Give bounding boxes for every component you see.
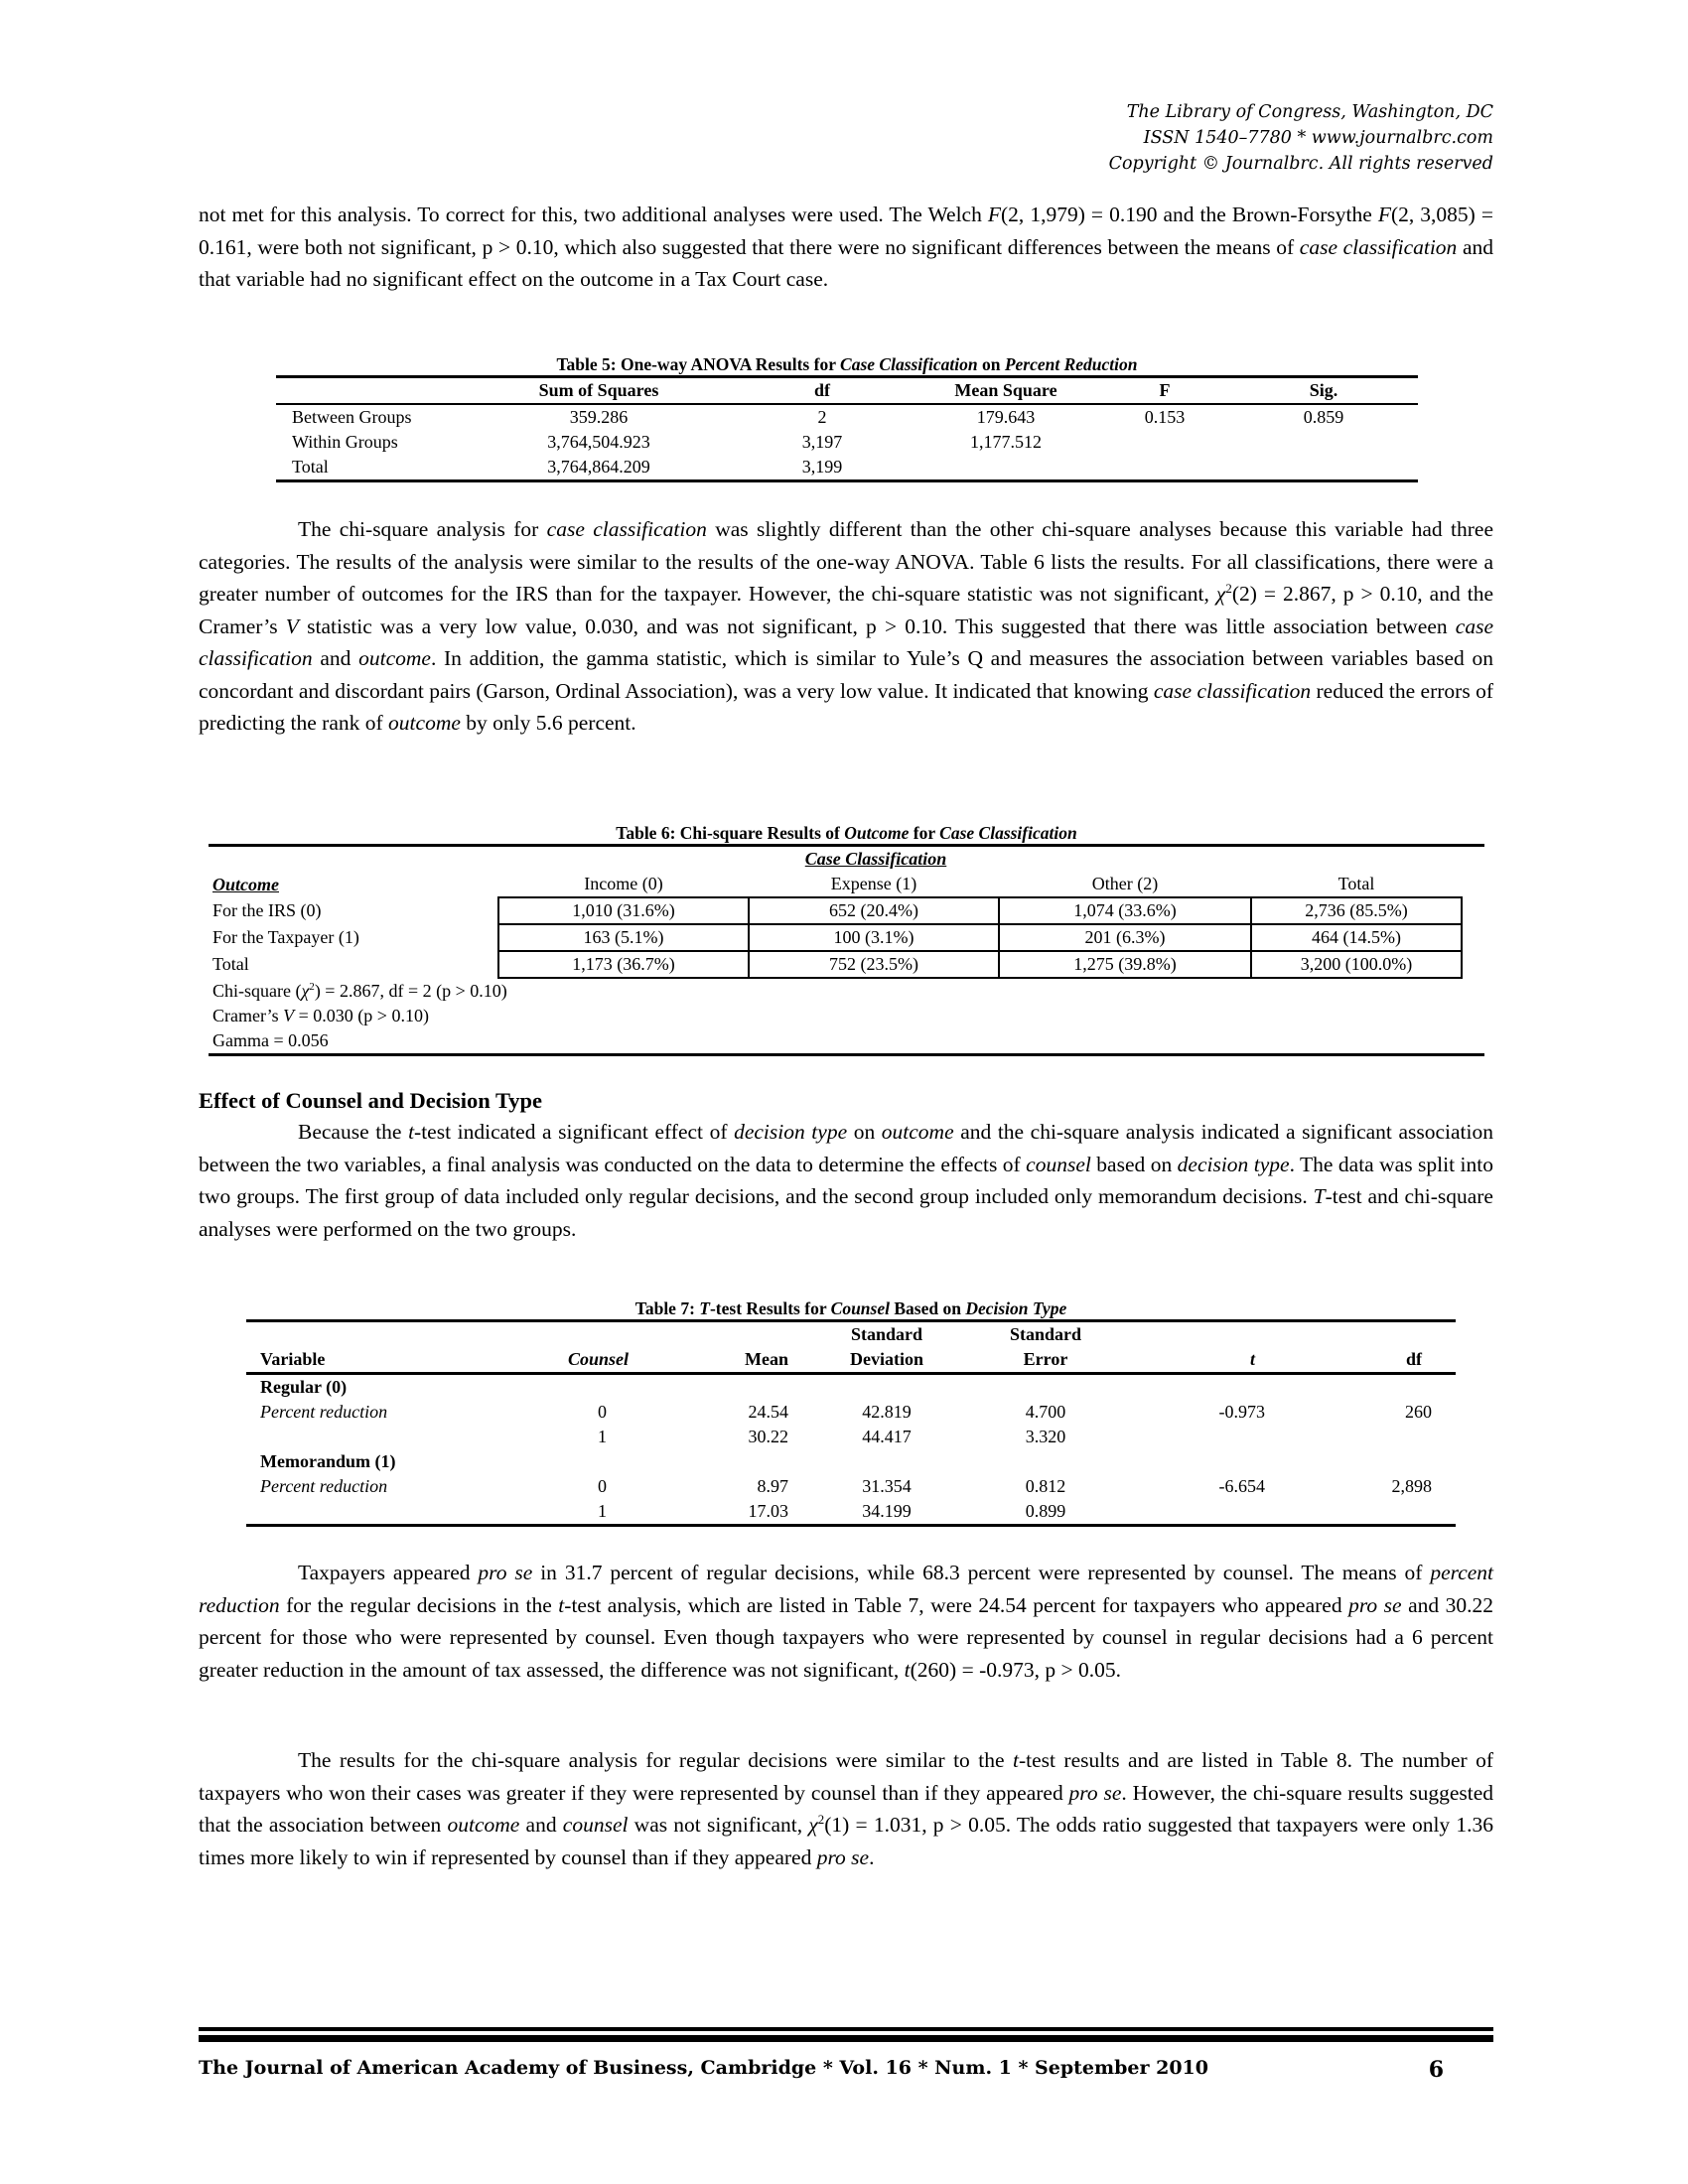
column-header-row [209,872,1484,897]
cell: 1,010 (31.6%) [498,897,749,924]
text: for [909,823,940,843]
cell: 0 [598,1402,607,1422]
cell [1229,455,1418,481]
cell [1229,430,1418,455]
text: F [1377,203,1391,226]
text: percent reduction [199,1561,1494,1617]
text: and 30.22 percent for those who were represented by counsel. Even though taxpayers who were represented by counsel in regular decisions had a 6 percent greater reduction in the amount of tax assessed, the difference was not significant, [199,1592,1494,1682]
column-header: Variable [260,1349,326,1369]
text: Case Classification [840,354,978,374]
cell: 0 [598,1476,607,1496]
cell: 201 (6.3%) [999,924,1251,951]
text: -test and chi-square analyses were performed on the two groups. [199,1184,1493,1241]
table-5-caption [276,353,1418,375]
text: (260) = -0.973, p > 0.05. [910,1657,1121,1682]
text: V [285,614,299,638]
text: Decision Type [965,1298,1067,1318]
chi-symbol: χ [808,1813,818,1837]
text: Based on [889,1298,966,1318]
text: The results for the chi-square analysis for regular decisions were similar to the [298,1748,1013,1772]
running-header [1109,99,1493,177]
text: and [312,646,359,670]
text: (2, 3,085) = 0.161, were both not significant, p > 0.10, which also suggested that there were no significant differences between the means of [199,203,1493,259]
cell: 0.859 [1303,407,1344,427]
cell: 1 [598,1501,607,1521]
column-header: F [1159,380,1171,400]
text: (2) = 2.867, p > 0.10, and the Cramer’s [199,582,1493,638]
text: (1) = 1.031, p > 0.05. The odds ratio suggested that taxpayers were only 1.36 times more likely to win if represented by counsel than if they appeared [199,1813,1493,1869]
cell: 0.153 [1144,407,1186,427]
text: based on [1090,1152,1178,1176]
text: t [558,1592,565,1617]
table-header-row [246,1321,1456,1374]
text: statistic was a very low value, 0.030, and was not significant, p > 0.10. This suggested that there was little association between [298,614,1456,638]
text: Table 7: [634,1298,700,1318]
text: . [869,1844,875,1869]
group-header-row [209,846,1484,873]
text: Because the [298,1120,409,1144]
table-row [209,897,1484,924]
table-row [246,1474,1456,1499]
cell: 3,197 [801,432,843,452]
text: Chi-square ( [212,981,302,1001]
column-header: Other (2) [1091,874,1159,893]
section-counsel-decision-type [199,1086,1493,1245]
text: Outcome [844,823,910,843]
text: not met for this analysis. To correct for this, two additional analyses were used. The Welch [199,203,988,226]
text: -test indicated a significant effect of [414,1120,735,1144]
cell: 4.700 [1025,1402,1066,1422]
text: outcome [881,1120,954,1144]
cell: 2 [817,407,827,427]
cell: 3,764,504.923 [547,432,650,452]
cell: 652 (20.4%) [749,897,999,924]
text: pro se [1348,1592,1402,1617]
note-gamma: Gamma = 0.056 [212,1030,329,1050]
text: T [699,1298,710,1318]
text: counsel [1026,1152,1091,1176]
text: V [283,1006,295,1025]
anova-table [276,375,1418,482]
column-header: df [813,380,830,400]
paragraph-4 [199,1557,1493,1686]
table-row [276,404,1418,430]
t-test-table [246,1319,1456,1527]
text: outcome [447,1813,520,1837]
text: t [408,1120,415,1144]
text: = 0.030 (p > 0.10) [294,1006,429,1025]
cell: 100 (3.1%) [749,924,999,951]
cell: -6.654 [1218,1476,1265,1496]
paragraph-1 [199,199,1493,296]
table-7 [246,1297,1456,1527]
table-row [276,455,1418,481]
table-7-caption [246,1297,1456,1319]
cell: 464 (14.5%) [1251,924,1462,951]
cell: 2,736 (85.5%) [1251,897,1462,924]
text: reduced the errors of predicting the rank of [199,678,1493,735]
cell: 752 (23.5%) [749,951,999,978]
row-label: Total [212,954,249,974]
superscript: 2 [817,1812,825,1827]
running-footer [199,2057,1493,2083]
cell: 3,764,864.209 [547,457,650,477]
table-header-row [276,377,1418,405]
footer-journal-info: The Journal of American Academy of Business, Cambridge * Vol. 16 * Num. 1 * September 2010 [199,2057,1209,2079]
cell: 2,898 [1391,1476,1432,1496]
text: counsel [562,1813,629,1837]
group-label: Memorandum (1) [260,1451,396,1471]
text: case classification [199,614,1493,670]
column-header [961,1321,1130,1374]
cell: 30.22 [748,1427,788,1446]
footer-rule [199,2035,1493,2042]
text: pro se [816,1844,870,1869]
row-label: For the IRS (0) [212,900,322,920]
text: Cramer’s [212,1006,284,1025]
table-note-row [209,1004,1484,1028]
group-row [246,1449,1456,1474]
text: was slightly different than the other chi-square analyses because this variable had three categories. The results of the analysis were similar to the results of the one-way ANOVA. Table 6 lists the results. For all classifications, there were a greater number of outcomes for the IRS than for the taxpayer. However, the chi-square statistic was not significant, [199,517,1493,606]
cell: 179.643 [976,407,1036,427]
row-label: Total [292,457,329,477]
table-note-row [209,1028,1484,1055]
cell [1130,1425,1279,1449]
column-header: Income (0) [584,874,663,893]
text: pro se [478,1561,533,1584]
cell: 3,199 [801,457,843,477]
table-row [246,1425,1456,1449]
text: F [987,203,1002,226]
table-row [246,1400,1456,1425]
column-header: Counsel [568,1349,630,1369]
column-header: Mean Square [954,380,1057,400]
header-line-1: The Library of Congress, Washington, DC [1126,102,1493,122]
cell: 34.199 [862,1501,912,1521]
cell: 17.03 [748,1501,788,1521]
cell: 24.54 [748,1402,788,1422]
cell: 42.819 [862,1402,912,1422]
cell: 0.899 [1025,1501,1066,1521]
note-chi-square [209,978,1484,1004]
variable-label: Percent reduction [260,1402,388,1422]
table-5 [276,353,1418,482]
page-number: 6 [1428,2057,1444,2083]
text: and the chi-square analysis indicated a significant association between the two variables, a final analysis was conducted on the data to determine the effects of [199,1120,1493,1176]
text: by only 5.6 percent. [460,711,636,735]
chi-symbol: χ [301,981,310,1001]
table-row [209,951,1484,978]
cell [1279,1499,1456,1526]
group-row [246,1374,1456,1401]
text: Case Classification [939,823,1077,843]
column-header [276,377,465,405]
cell [1279,1425,1456,1449]
cell: 1,074 (33.6%) [999,897,1251,924]
text: and [519,1813,563,1837]
cell [1130,1499,1279,1526]
table-6 [209,822,1484,1056]
cell: 163 (5.1%) [498,924,749,951]
column-header: df [1405,1349,1422,1369]
chi-symbol: χ [1215,582,1226,606]
cell [912,455,1100,481]
paragraph-5 [199,1744,1493,1873]
text: and that variable had no significant effect on the outcome in a Tax Court case. [199,234,1493,291]
variable-label: Percent reduction [260,1476,388,1496]
text: -test Results for [709,1298,831,1318]
table-row [209,924,1484,951]
cell: -0.973 [1218,1402,1265,1422]
text: in 31.7 percent of regular decisions, while 68.3 percent were represented by counsel. The means of [532,1561,1431,1584]
column-header: t [1249,1349,1255,1369]
text: t [1012,1748,1019,1772]
text: outcome [388,711,461,735]
footer-rule [199,2027,1493,2031]
row-header: Outcome [212,874,279,894]
cell: 359.286 [569,407,629,427]
text: Table 6: Chi-square Results of [616,823,845,843]
cell: 1,177.512 [970,432,1042,452]
group-header: Case Classification [804,849,947,869]
text: Percent Reduction [1004,354,1138,374]
chi-square-table [209,844,1484,1056]
text: . However, the chi-square results suggested that the association between [199,1780,1494,1837]
header-line: Standard [1009,1324,1082,1344]
superscript: 2 [309,981,315,993]
column-header [812,1321,961,1374]
text: case classification [1153,678,1312,703]
section-heading: Effect of Counsel and Decision Type [199,1088,543,1113]
column-header: Mean [745,1349,788,1369]
cell: 3.320 [1025,1427,1066,1446]
cell [1100,430,1229,455]
header-line: Deviation [850,1349,923,1369]
text: The chi-square analysis for [298,517,547,541]
table-row [276,430,1418,455]
text: (2, 1,979) = 0.190 and the Brown-Forsythe [1001,203,1378,226]
table-6-caption [209,822,1484,844]
table-row [246,1499,1456,1526]
text: Counsel [830,1298,890,1318]
row-label: Between Groups [292,407,412,427]
text: case classification [546,517,707,541]
superscript: 2 [1225,581,1232,596]
row-label: Within Groups [292,432,398,452]
cell [1100,455,1229,481]
text: was not significant, [628,1813,809,1837]
text: pro se [1068,1780,1122,1805]
table-note-row [209,978,1484,1004]
cell: 3,200 (100.0%) [1251,951,1462,978]
cell: 260 [1405,1402,1432,1422]
header-line-2: ISSN 1540–7780 * www.journalbrc.com [1143,128,1493,148]
header-line: Standard [850,1324,923,1344]
text: Table 5: One-way ANOVA Results for [556,354,841,374]
column-header: Total [1337,874,1375,893]
column-header: Expense (1) [830,874,917,893]
note-cramers-v [209,1004,1484,1028]
cell: 8.97 [757,1476,788,1496]
cell: 1 [598,1427,607,1446]
text: case classification [1299,234,1458,259]
text: on [847,1120,882,1144]
cell: 0.812 [1025,1476,1066,1496]
text: -test results and are listed in Table 8. The number of taxpayers who won their cases was greater if they were represented by counsel than if they appeared [199,1748,1493,1805]
text: . The data was split into two groups. The first group of data included only regular decisions, and the second group included only memorandum decisions. [199,1152,1493,1208]
row-label: For the Taxpayer (1) [212,927,359,947]
header-line: Error [1023,1349,1068,1369]
header-line-3: Copyright © Journalbrc. All rights reserved [1108,154,1493,174]
text: on [977,354,1005,374]
paragraph-2 [199,513,1493,740]
cell: 1,275 (39.8%) [999,951,1251,978]
text: outcome [358,646,431,670]
text: decision type [1177,1152,1290,1176]
text: ) = 2.867, df = 2 (p > 0.10) [314,981,507,1001]
text: Taxpayers appeared [298,1561,479,1584]
text: t [904,1657,911,1682]
text: T [1313,1184,1326,1208]
column-header: Sum of Squares [538,380,659,400]
column-header: Sig. [1309,380,1338,400]
text: . In addition, the gamma statistic, which is similar to Yule’s Q and measures the association between variables based on concordant and discordant pairs (Garson, Ordinal Association), was a very low value. It indicated that knowing [199,646,1493,703]
cell: 44.417 [862,1427,912,1446]
cell: 1,173 (36.7%) [498,951,749,978]
text: decision type [734,1120,848,1144]
text: for the regular decisions in the [279,1592,559,1617]
cell: 31.354 [862,1476,912,1496]
group-label: Regular (0) [260,1377,348,1397]
text: -test analysis, which are listed in Table 7, were 24.54 percent for taxpayers who appeared [564,1592,1349,1617]
